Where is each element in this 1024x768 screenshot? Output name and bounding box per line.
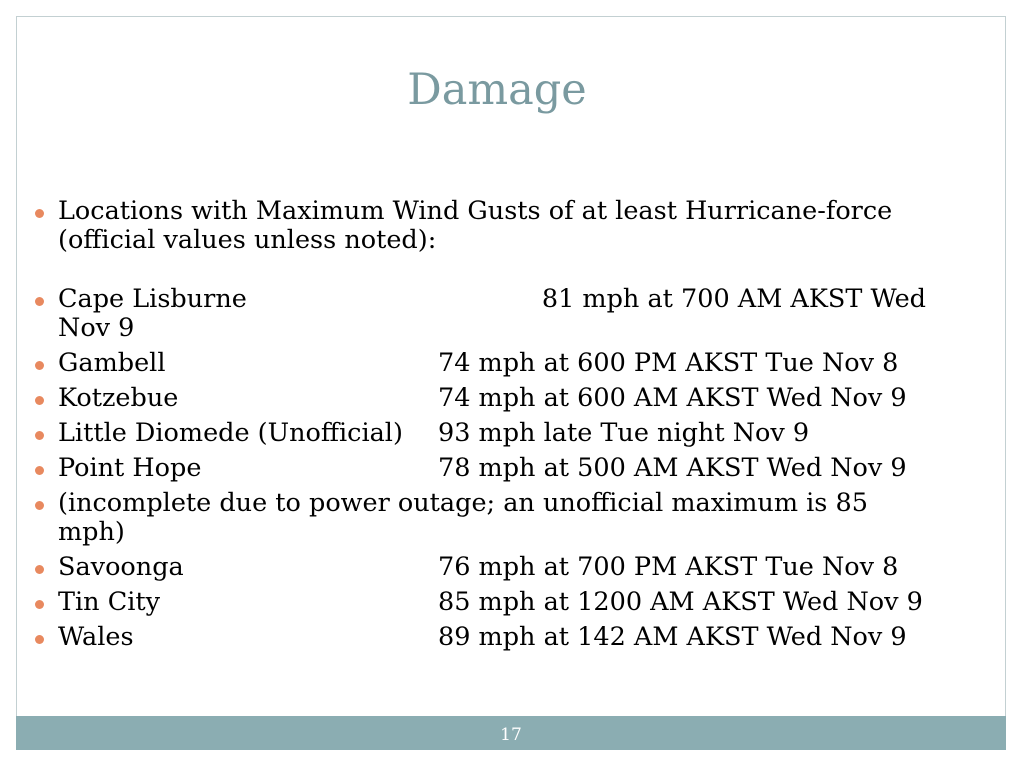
gust-value: 76 mph at 700 PM AKST Tue Nov 8: [438, 552, 899, 582]
place-name: Gambell: [58, 348, 166, 378]
footer-bar: [16, 716, 1006, 750]
place-name: Savoonga: [58, 552, 184, 582]
place-name: Wales: [58, 622, 134, 652]
bullet-little-diomede: [33, 419, 933, 448]
gust-value: 74 mph at 600 PM AKST Tue Nov 8: [438, 348, 899, 378]
place-name: Little Diomede (Unofficial): [58, 418, 403, 448]
bullet-cape-lisburne: [33, 285, 933, 343]
place-name: Cape Lisburne: [58, 284, 247, 314]
page-number: 17: [500, 725, 522, 745]
note-text: (incomplete due to power outage; an unofficial maximum is 85 mph): [58, 488, 868, 547]
intro-text: Locations with Maximum Wind Gusts of at least Hurricane-force (official values unless noted):: [58, 196, 893, 255]
bullet-savoonga: [33, 553, 933, 582]
place-name: Tin City: [58, 587, 161, 617]
gust-value: 85 mph at 1200 AM AKST Wed Nov 9: [438, 587, 923, 617]
place-name: Point Hope: [58, 453, 202, 483]
gust-value: 93 mph late Tue night Nov 9: [438, 418, 810, 448]
gust-value: 78 mph at 500 AM AKST Wed Nov 9: [438, 453, 907, 483]
bullet-gambell: [33, 349, 933, 378]
slide-frame: [16, 16, 1006, 750]
bullet-kotzebue: [33, 384, 933, 413]
place-name: Kotzebue: [58, 383, 179, 413]
gust-value: 81 mph at 700 AM AKST Wed Nov 9: [58, 284, 927, 343]
bullet-intro: [33, 197, 933, 255]
gust-value: 74 mph at 600 AM AKST Wed Nov 9: [438, 383, 907, 413]
bullet-tin-city: [33, 588, 933, 617]
bullet-point-hope: [33, 454, 933, 483]
bullet-wales: [33, 623, 933, 652]
gust-value: 89 mph at 142 AM AKST Wed Nov 9: [438, 622, 907, 652]
bullet-list: [33, 197, 933, 652]
slide-title: Damage: [407, 65, 587, 115]
bullet-note: [33, 489, 933, 547]
